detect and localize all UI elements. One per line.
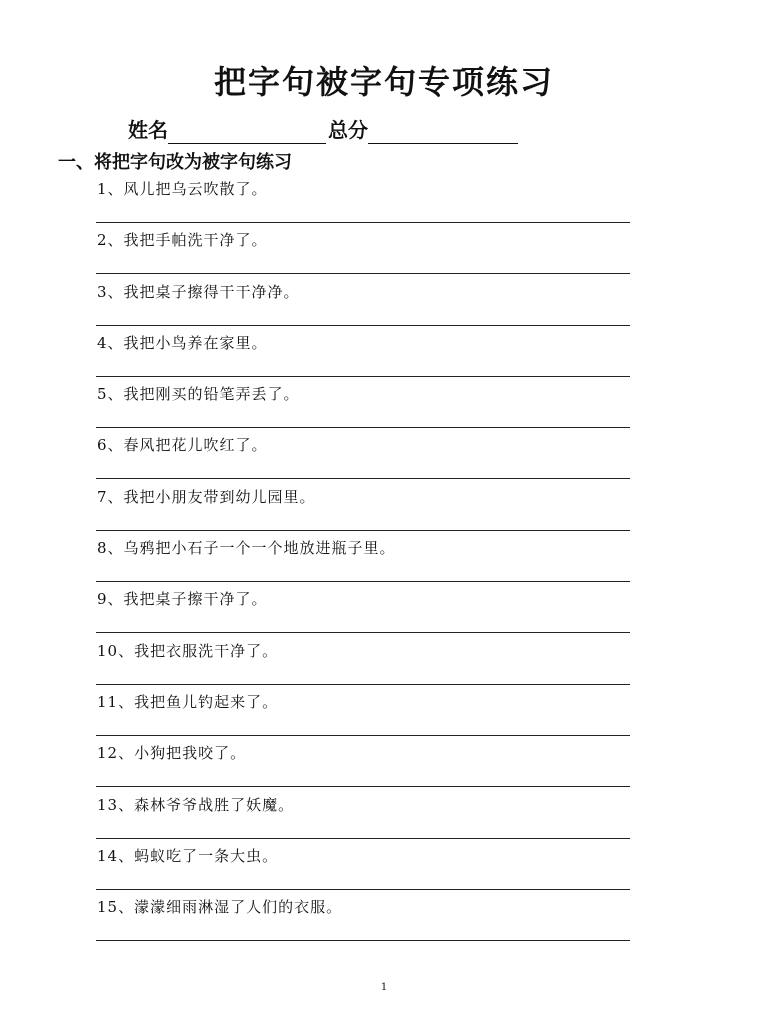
answer-line [96,478,630,479]
exercise-item [0,331,768,382]
exercise-item [0,639,768,690]
exercise-item [0,587,768,638]
answer-line [96,838,630,839]
exercise-text: 12、小狗把我咬了。 [97,744,247,763]
answer-line [96,530,630,531]
exercise-item [0,793,768,844]
exercise-text: 8、乌鸦把小石子一个一个地放进瓶子里。 [97,539,396,558]
score-label: 总分 [328,118,368,142]
exercise-text: 14、蚂蚁吃了一条大虫。 [97,846,279,865]
exercise-item [0,741,768,792]
exercise-item [0,690,768,741]
worksheet-title: 把字句被字句专项练习 [213,63,554,101]
exercise-text: 10、我把衣服洗干净了。 [97,641,279,660]
score-blank [368,119,518,144]
exercise-text: 4、我把小鸟养在家里。 [97,333,268,352]
exercise-item [0,280,768,331]
exercise-text: 3、我把桌子擦得干干净净。 [97,282,300,301]
answer-line [96,273,630,274]
answer-line [96,632,630,633]
answer-line [96,940,630,941]
answer-line [96,735,630,736]
exercise-item [0,844,768,895]
exercise-item [0,485,768,536]
answer-line [96,786,630,787]
exercise-item [0,536,768,587]
exercise-item [0,433,768,484]
student-info-row [128,116,520,144]
name-label: 姓名 [128,118,168,142]
exercise-item [0,228,768,279]
exercise-text: 13、森林爷爷战胜了妖魔。 [97,795,295,814]
exercise-text: 1、风儿把乌云吹散了。 [97,180,268,198]
exercise-list [0,177,768,946]
exercise-text: 7、我把小朋友带到幼儿园里。 [97,487,316,506]
exercise-item [0,382,768,433]
exercise-text: 2、我把手帕洗干净了。 [97,231,268,250]
exercise-item [0,177,768,228]
answer-line [96,684,630,685]
answer-line [96,427,630,428]
section-heading: 一、将把字句改为被字句练习 [58,152,292,173]
answer-line [96,889,630,890]
answer-line [96,376,630,377]
exercise-text: 6、春风把花儿吹红了。 [97,436,268,455]
exercise-text: 15、濛濛细雨淋湿了人们的衣服。 [97,898,343,917]
name-blank [168,119,326,144]
exercise-text: 11、我把鱼儿钓起来了。 [97,692,279,711]
exercise-item [0,895,768,946]
exercise-text: 5、我把刚买的铅笔弄丢了。 [97,385,300,404]
page-number: 1 [380,982,388,993]
answer-line [96,222,630,223]
exercise-text: 9、我把桌子擦干净了。 [97,590,268,609]
answer-line [96,581,630,582]
answer-line [96,325,630,326]
